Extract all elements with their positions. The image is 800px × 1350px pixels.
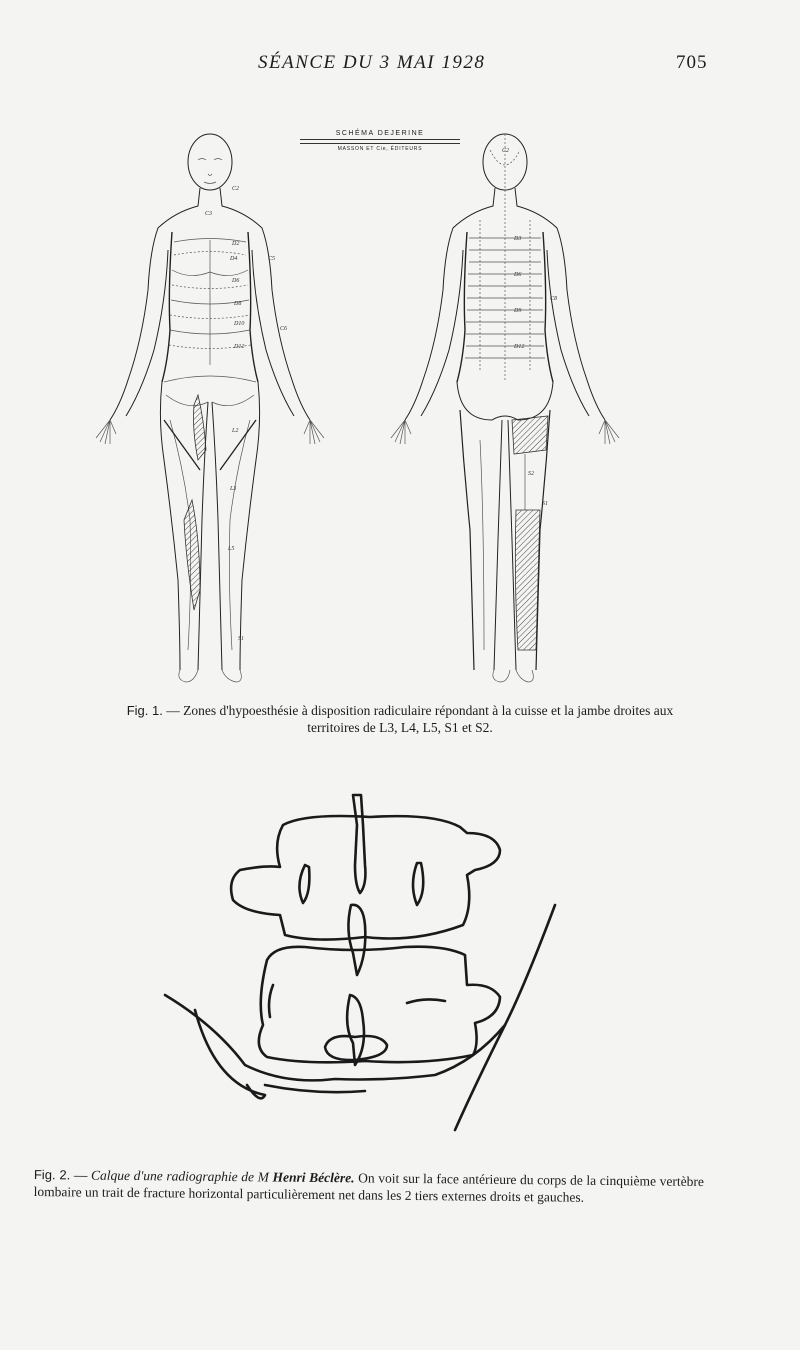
label-back-s2: S2: [528, 471, 534, 477]
label-d8: D8: [234, 301, 242, 307]
label-d4: D4: [230, 256, 238, 262]
label-back-d3: D3: [514, 236, 522, 242]
figure-1-dermatome-chart: [80, 120, 720, 690]
front-body-figure: [96, 134, 324, 682]
label-c3: C3: [205, 211, 213, 217]
figure-1-caption-text: — Zones d'hypoesthésie à disposition radiculaire répondant à la cuisse et la jambe droites aux territoires de L3, L4, L5, S1 et S2.: [162, 703, 674, 735]
label-l2: L2: [232, 428, 239, 434]
figure-1-caption: [110, 702, 690, 736]
label-c5: C5: [268, 256, 276, 262]
figure-2-caption-italic: Calque d'une radiographie de M: [90, 1167, 270, 1185]
label-back-c8: C8: [550, 296, 558, 302]
label-l5: L5: [228, 546, 235, 552]
label-c6: C6: [280, 326, 288, 332]
back-body-figure: [391, 134, 619, 682]
label-back-c2: C2: [502, 148, 510, 154]
label-back-d9: D9: [514, 308, 522, 314]
figure-1-credit: [300, 130, 460, 152]
page-number: 705: [676, 52, 708, 73]
figure-2-caption-text: On voit sur la face antérieure du corps de la cinquième vertèbre lombaire un trait de fracture horizontal particulièrement net dans les 2 tiers externes droits et gauches.: [33, 1170, 704, 1205]
lower-vertebra-l5: [259, 947, 500, 1063]
fracture-line: [407, 999, 445, 1003]
credit-line-2: MASSON ET Cie, ÉDITEURS: [300, 143, 460, 152]
figure-2-radiograph-tracing: [155, 785, 575, 1140]
running-head: [0, 52, 800, 82]
label-back-d6: D6: [514, 272, 522, 278]
credit-line-1: SCHÉMA DEJERINE: [300, 130, 460, 140]
figure-2-caption-lead: Fig. 2.: [33, 1167, 71, 1183]
label-d10: D10: [234, 321, 245, 327]
label-c2: C2: [232, 186, 240, 192]
figure-1-caption-lead: Fig. 1.: [126, 703, 163, 718]
figure-2-caption-dash: —: [70, 1167, 92, 1183]
label-back-s1: S1: [542, 501, 548, 507]
running-head-title: SÉANCE DU 3 MAI 1928: [258, 52, 486, 73]
label-d12: D12: [234, 344, 245, 350]
label-s1: S1: [238, 636, 244, 642]
label-d6: D6: [232, 278, 240, 284]
label-d2: D2: [232, 241, 240, 247]
label-l3: L3: [230, 486, 237, 492]
label-back-d12: D12: [514, 344, 525, 350]
figure-2-caption-name: Henri Béclère.: [268, 1169, 355, 1186]
figure-2-caption: [34, 1166, 704, 1207]
